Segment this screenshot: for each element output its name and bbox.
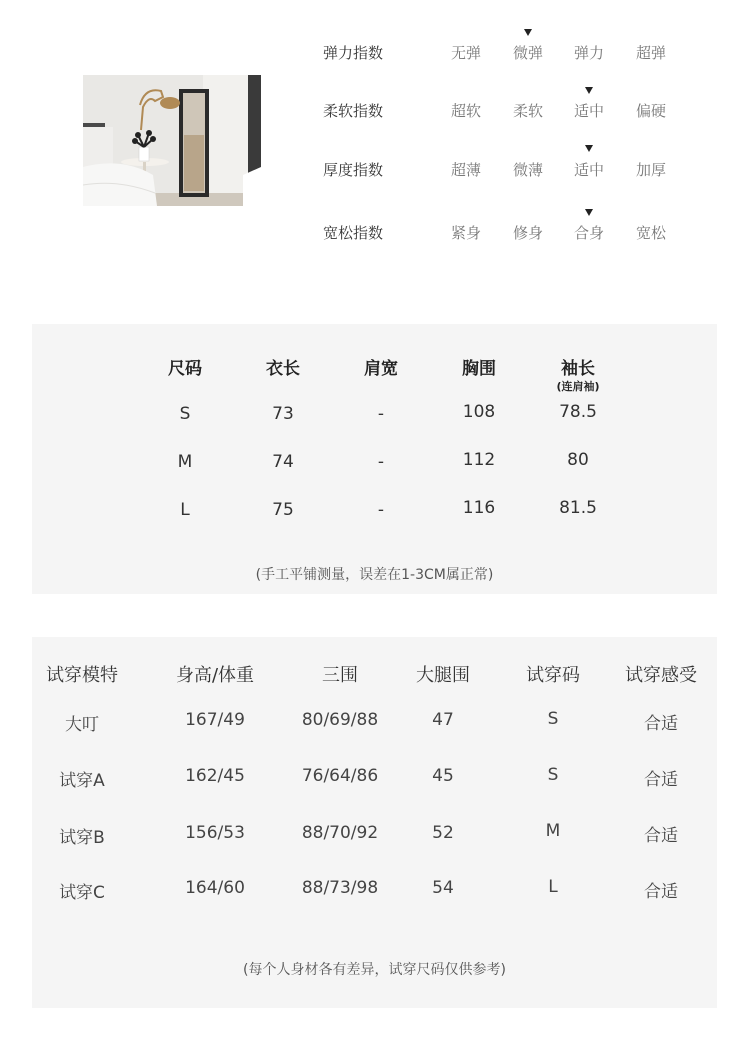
table-cell: 75 <box>272 500 294 520</box>
table-cell: 81.5 <box>559 498 597 518</box>
softness-option: 适中 <box>573 102 604 120</box>
table-cell: 162/45 <box>185 766 245 786</box>
softness-option: 超软 <box>450 102 481 120</box>
table-cell: 45 <box>432 766 454 786</box>
measurements-header: 三围 <box>322 665 358 686</box>
softness-index-label: 柔软指数 <box>323 102 384 120</box>
chest-header: 胸围 <box>462 359 496 379</box>
model-header: 试穿模特 <box>46 665 118 686</box>
measurement-note: (手工平铺测量，误差在1-3CM属正常) <box>255 567 494 583</box>
feeling-header: 试穿感受 <box>625 665 697 686</box>
height-weight-header: 身高/体重 <box>175 665 255 686</box>
thickness-option: 超薄 <box>450 161 481 179</box>
thigh-header: 大腿围 <box>416 665 470 686</box>
table-cell: S <box>179 404 191 424</box>
table-cell: 88/73/98 <box>301 878 379 898</box>
table-cell: 73 <box>272 404 294 424</box>
try-size-header: 试穿码 <box>526 665 580 686</box>
elasticity-option: 弹力 <box>573 44 604 62</box>
softness-option: 偏硬 <box>635 102 666 120</box>
table-cell: 54 <box>432 878 454 898</box>
selected-marker-icon <box>585 145 593 152</box>
elasticity-index-label: 弹力指数 <box>323 44 384 62</box>
size-header: 尺码 <box>168 359 202 379</box>
table-cell: 167/49 <box>185 710 245 730</box>
shoulder-header: 肩宽 <box>364 359 398 379</box>
table-cell: 大叮 <box>65 715 99 735</box>
table-cell: 试穿B <box>59 828 105 848</box>
table-cell: - <box>377 452 385 472</box>
selected-marker-icon <box>585 209 593 216</box>
table-cell: 112 <box>462 450 496 470</box>
table-cell: 合适 <box>644 770 678 790</box>
thickness-option: 微薄 <box>512 161 543 179</box>
selected-marker-icon <box>524 29 532 36</box>
elasticity-option: 超弹 <box>635 44 666 62</box>
table-cell: M <box>177 452 193 472</box>
length-header: 衣长 <box>266 359 300 379</box>
fit-option: 合身 <box>573 224 604 242</box>
softness-option: 柔软 <box>512 102 543 120</box>
product-photo <box>83 75 261 206</box>
sleeve-header: 袖长 <box>561 359 595 379</box>
fit-option: 修身 <box>512 224 543 242</box>
table-cell: 108 <box>462 402 496 422</box>
table-cell: L <box>180 500 190 520</box>
table-cell: 合适 <box>644 882 678 902</box>
elasticity-option: 无弹 <box>450 44 481 62</box>
table-cell: 合适 <box>644 826 678 846</box>
try-on-note: (每个人身材各有差异，试穿尺码仅供参考) <box>243 962 506 978</box>
table-cell: 74 <box>272 452 294 472</box>
table-cell: 76/64/86 <box>301 766 379 786</box>
table-cell: 164/60 <box>185 878 245 898</box>
table-cell: S <box>547 709 559 729</box>
elasticity-option: 微弹 <box>512 44 543 62</box>
fit-option: 紧身 <box>450 224 481 242</box>
sleeve-note: (连肩袖) <box>556 380 600 393</box>
thickness-option: 适中 <box>573 161 604 179</box>
table-cell: 试穿A <box>59 771 105 791</box>
table-cell: L <box>548 877 558 897</box>
table-cell: M <box>545 821 561 841</box>
table-cell: 80/69/88 <box>301 710 379 730</box>
table-cell: 试穿C <box>59 883 105 903</box>
table-cell: 156/53 <box>185 823 245 843</box>
table-cell: 52 <box>432 823 454 843</box>
table-cell: 78.5 <box>559 402 597 422</box>
table-cell: S <box>547 765 559 785</box>
table-cell: 47 <box>432 710 454 730</box>
fit-index-label: 宽松指数 <box>323 224 384 242</box>
thickness-option: 加厚 <box>635 161 666 179</box>
table-cell: - <box>377 500 385 520</box>
table-cell: 116 <box>462 498 496 518</box>
table-cell: 80 <box>567 450 589 470</box>
table-cell: - <box>377 404 385 424</box>
table-cell: 合适 <box>644 714 678 734</box>
selected-marker-icon <box>585 87 593 94</box>
thickness-index-label: 厚度指数 <box>323 161 384 179</box>
table-cell: 88/70/92 <box>301 823 379 843</box>
fit-option: 宽松 <box>635 224 666 242</box>
